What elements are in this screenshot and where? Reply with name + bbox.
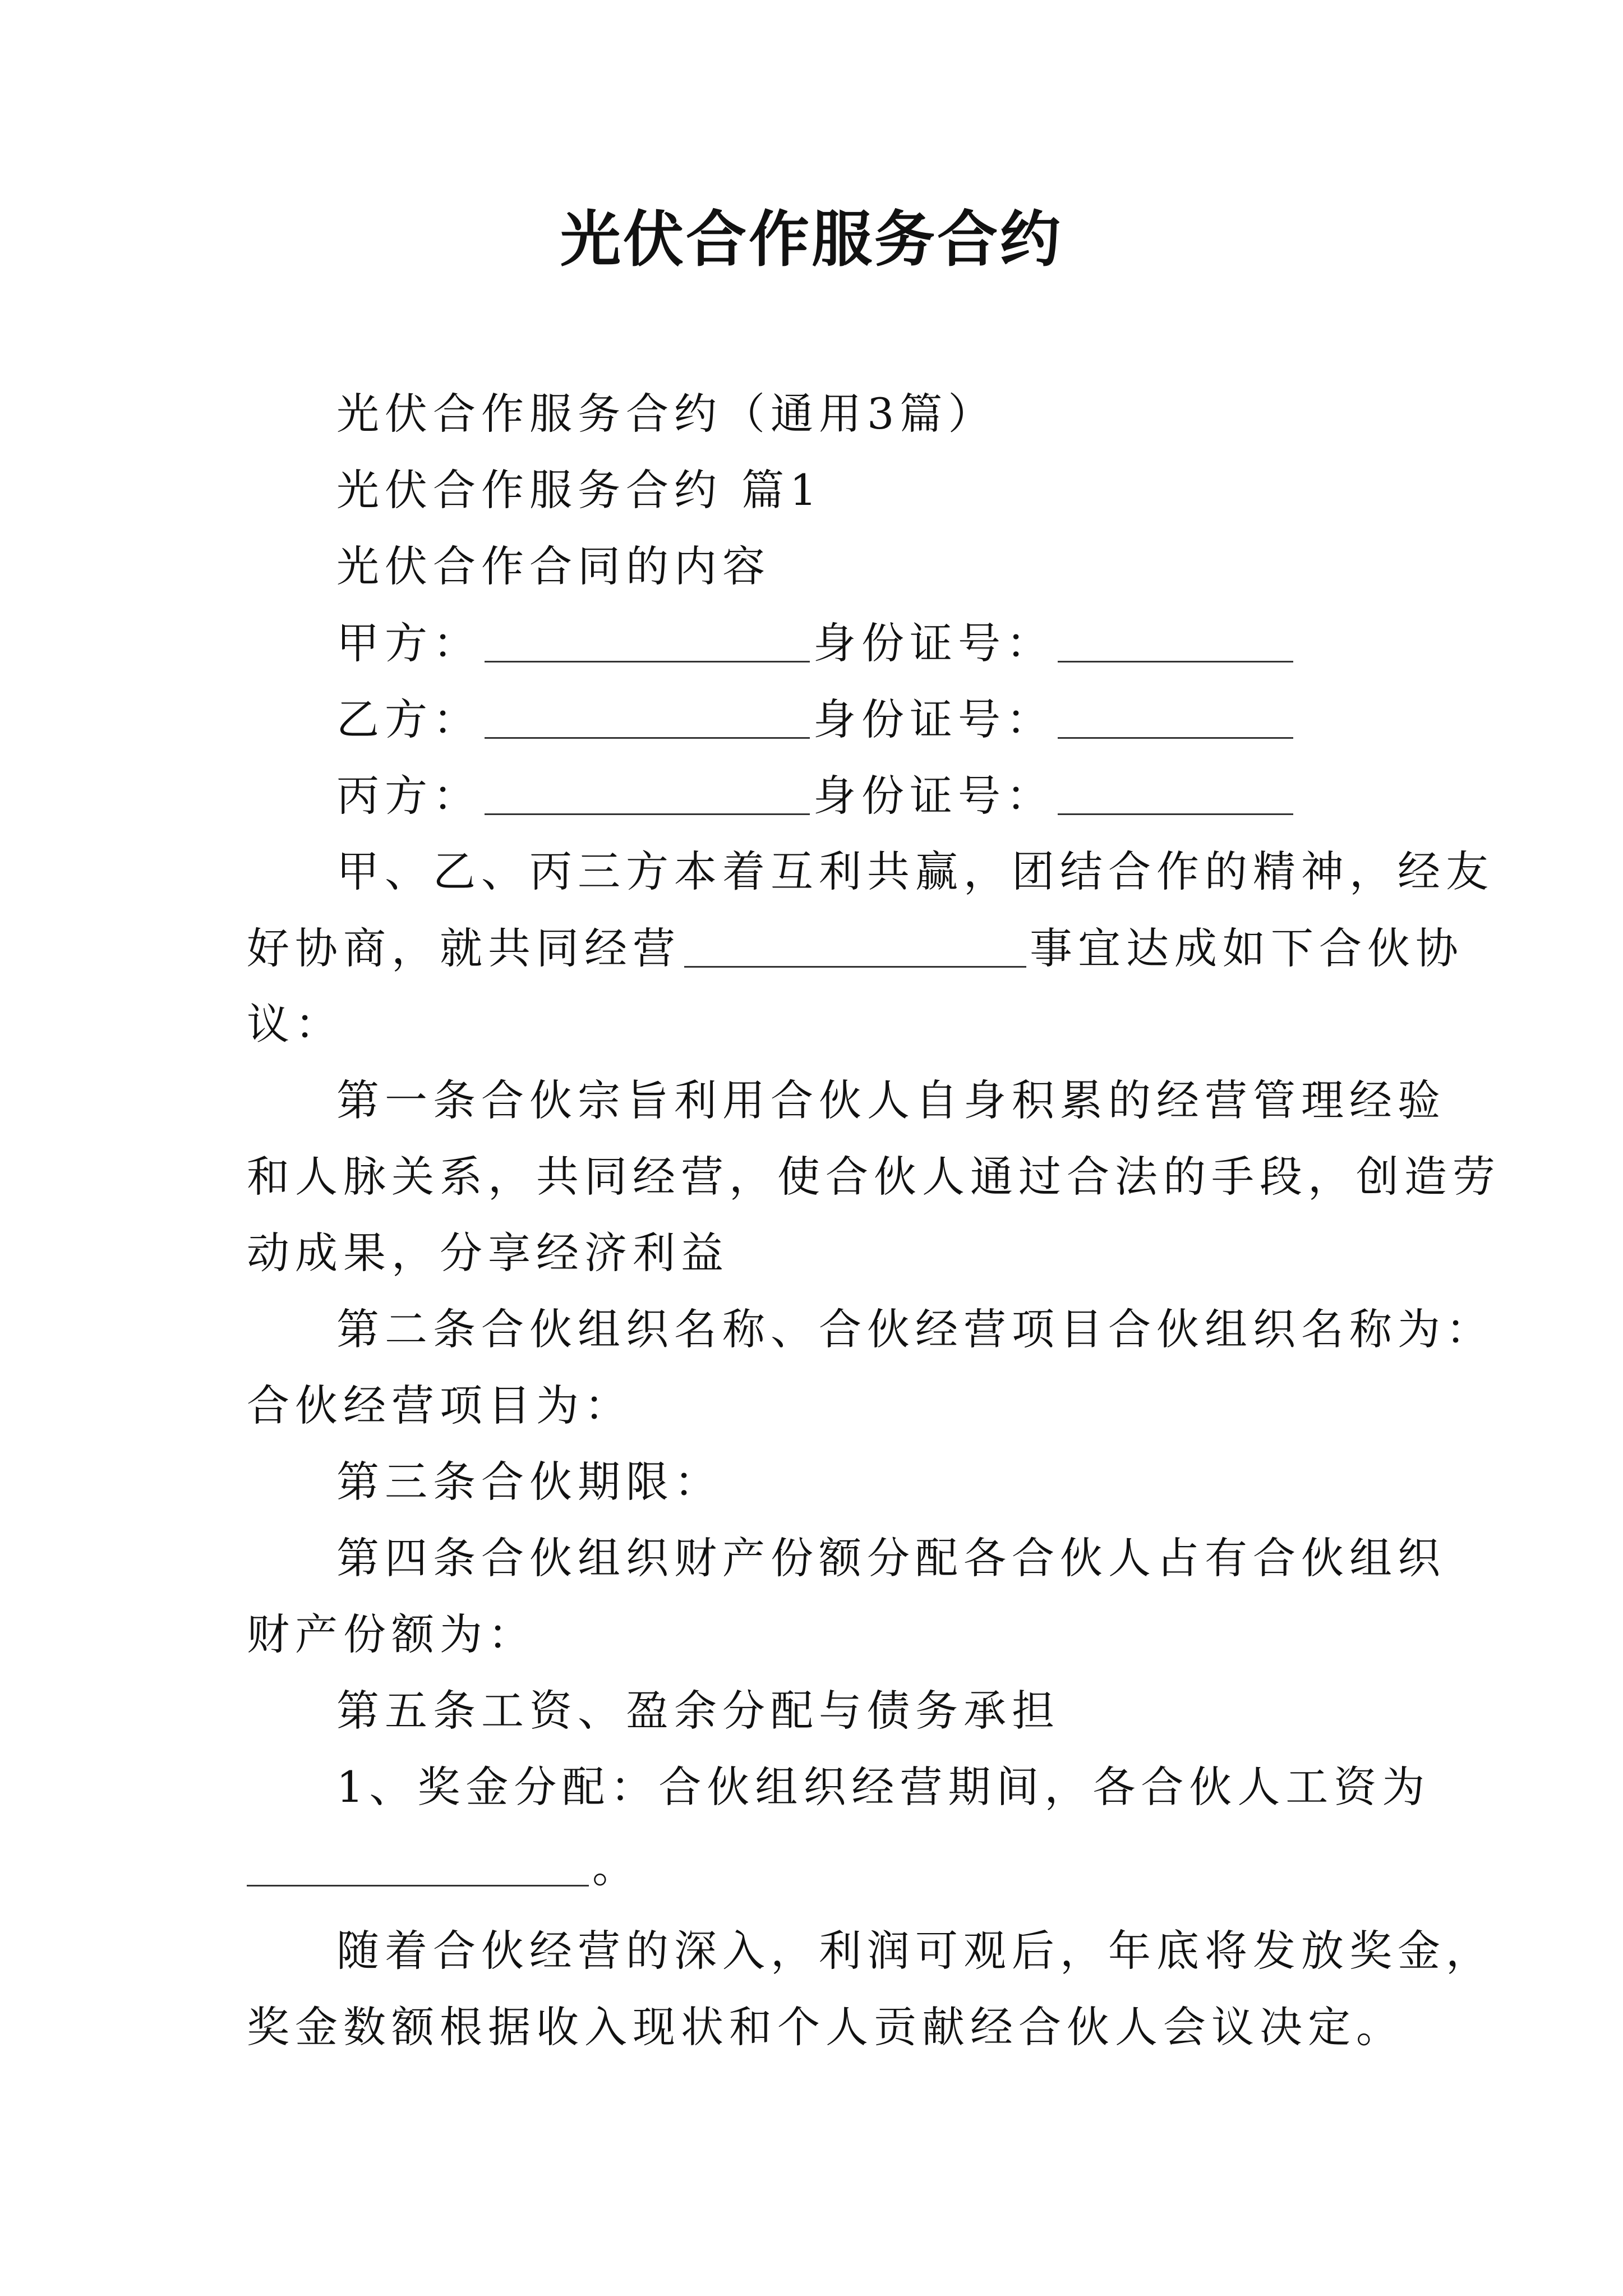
party-a-label: 甲方：: [336, 618, 481, 668]
article-1-line-1: 第一条合伙宗旨利用合伙人自身积累的经营管理经验: [336, 1075, 1446, 1125]
party-b-id-label: 身份证号：: [813, 694, 1054, 744]
article-1-line-3: 动成果，分享经济利益: [247, 1228, 729, 1278]
salary-blank: [247, 1846, 589, 1887]
business-blank: [684, 927, 1026, 968]
bonus-line-2: 奖金数额根据收入现状和个人贡献经合伙人会议决定。: [247, 2002, 1404, 2052]
article-3: 第三条合伙期限：: [336, 1457, 722, 1507]
article-1-line-2: 和人脉关系，共同经营，使合伙人通过合法的手段，创造劳: [247, 1152, 1501, 1202]
party-b-id-blank: [1058, 698, 1293, 739]
party-c-id-label: 身份证号：: [813, 771, 1054, 821]
heading-general: 光伏合作服务合约（通用3篇）: [336, 389, 997, 439]
party-a-id-label: 身份证号：: [813, 618, 1054, 668]
article-4-line-1: 第四条合伙组织财产份额分配各合伙人占有合伙组织: [336, 1533, 1446, 1583]
party-b-label: 乙方：: [336, 694, 481, 744]
intro-line-2: [247, 923, 1464, 973]
document-title: 光伏合作服务合约: [560, 204, 1063, 275]
party-a-id-blank: [1058, 622, 1293, 662]
intro-line-3: 议：: [247, 999, 343, 1049]
intro-line-1: 甲、乙、丙三方本着互利共赢，团结合作的精神，经友: [336, 846, 1494, 896]
party-c-label: 丙方：: [336, 771, 481, 821]
article-2-line-1: 第二条合伙组织名称、合伙经营项目合伙组织名称为：: [336, 1304, 1494, 1354]
party-b-row: [336, 694, 1481, 744]
party-b-name-blank: [485, 698, 810, 739]
party-c-id-blank: [1058, 774, 1293, 815]
intro-line-2b: 事宜达成如下合伙协: [1030, 923, 1464, 973]
item-1-line-1: 1、奖金分配：合伙组织经营期间，各合伙人工资为: [336, 1762, 1431, 1812]
article-2-line-2: 合伙经营项目为：: [247, 1381, 633, 1430]
item-1-line-2: [247, 1842, 1391, 1892]
intro-line-2a: 好协商，就共同经营: [247, 923, 681, 973]
bonus-line-1: 随着合伙经营的深入，利润可观后，年底将发放奖金，: [336, 1926, 1494, 1976]
party-a-row: [336, 618, 1481, 668]
item-1-end: 。: [592, 1842, 640, 1892]
party-a-name-blank: [485, 622, 810, 662]
party-c-row: [336, 771, 1481, 821]
party-c-name-blank: [485, 774, 810, 815]
heading-contract-content: 光伏合作合同的内容: [336, 541, 771, 591]
article-5: 第五条工资、盈余分配与债务承担: [336, 1686, 1060, 1736]
article-4-line-2: 财产份额为：: [247, 1609, 536, 1659]
heading-part-1: 光伏合作服务合约 篇1: [336, 465, 823, 515]
